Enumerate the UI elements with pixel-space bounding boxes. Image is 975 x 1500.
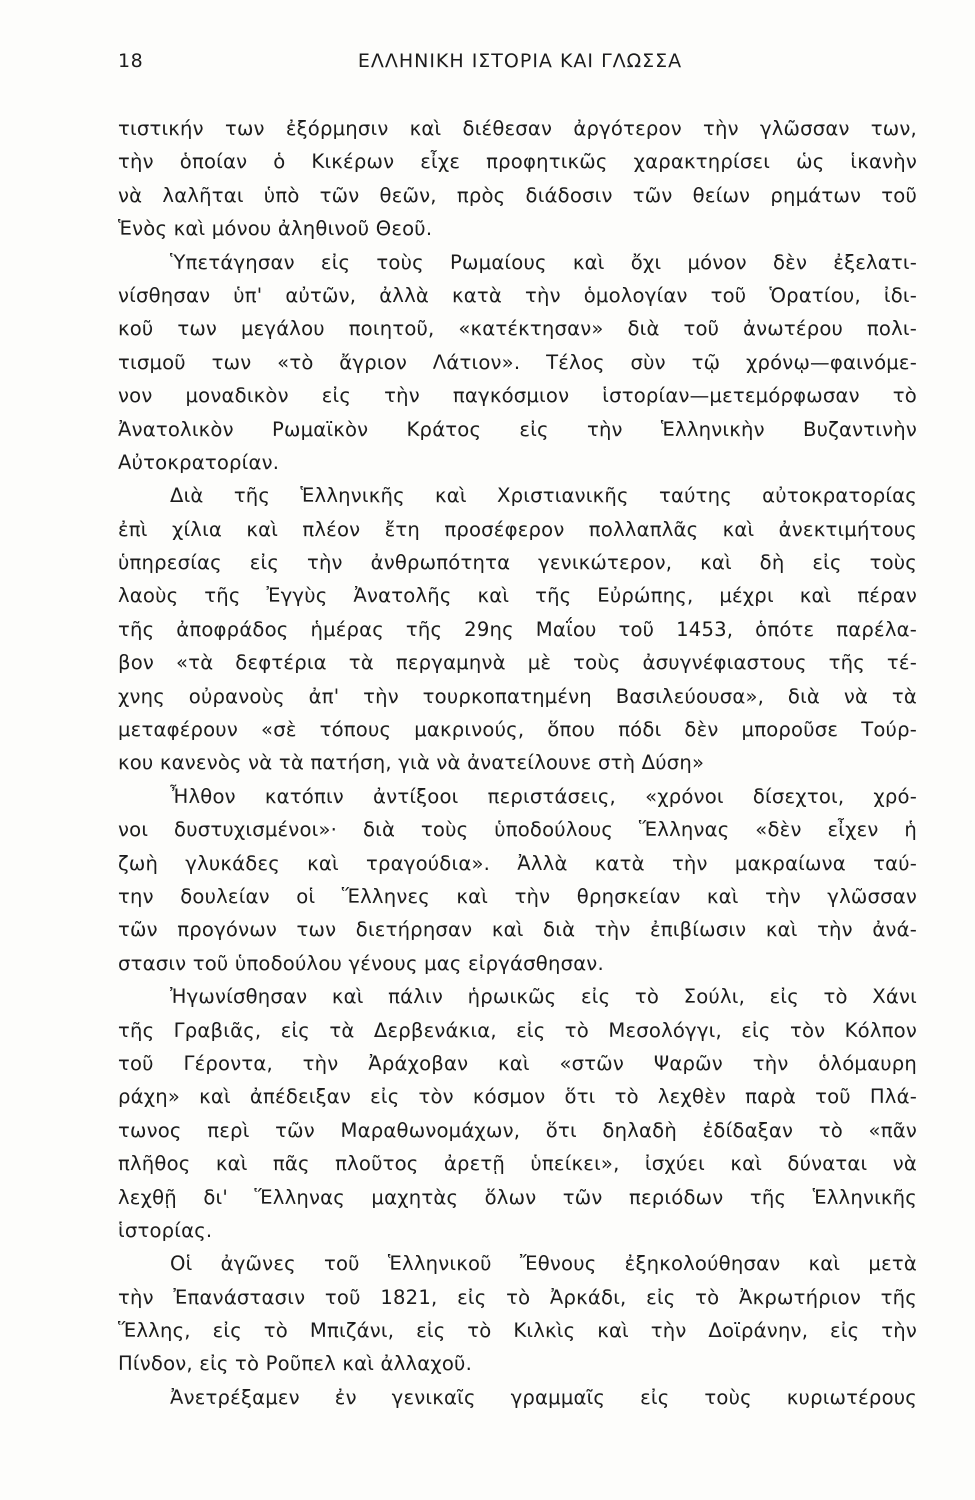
- text-line: νοι δυστυχισμένοι»· διὰ τοὺς ὑποδούλους Ἕλληνας «δὲν εἶχεν ἡ: [118, 818, 917, 842]
- text-line: βον «τὰ δεφτέρια τὰ περγαμηνὰ μὲ τοὺς ἀσυγνέφιαστους τῆς τέ-: [118, 651, 917, 675]
- page-header: [110, 50, 930, 84]
- text-line: ζωὴ γλυκάδες καὶ τραγούδια». Ἀλλὰ κατὰ τὴν μακραίωνα ταύ-: [118, 851, 917, 875]
- text-line: Ἦλθον κατόπιν ἀντίξοοι περιστάσεις, «χρόνοι δίσεχτοι, χρό-: [170, 784, 917, 808]
- text-line: κοῦ των μεγάλου ποιητοῦ, «κατέκτησαν» διὰ τοῦ ἀνωτέρου πολι-: [118, 317, 917, 341]
- text-line: Ἀνατολικὸν Ρωμαϊκὸν Κράτος εἰς τὴν Ἑλληνικὴν Βυζαντινὴν: [118, 417, 917, 441]
- text-line: Πίνδον, εἰς τὸ Ροῦπελ καὶ ἀλλαχοῦ.: [118, 1352, 473, 1376]
- text-line: στασιν τοῦ ὑποδούλου γένους μας εἰργάσθησαν.: [118, 951, 604, 975]
- text-line: τὴν Ἐπανάστασιν τοῦ 1821, εἰς τὸ Ἀρκάδι, εἰς τὸ Ἀκρωτήριον τῆς: [118, 1285, 917, 1309]
- text-line: ἐπὶ χίλια καὶ πλέον ἔτη προσέφερον πολλαπλᾶς καὶ ἀνεκτιμήτους: [118, 517, 917, 541]
- text-line: την δουλείαν οἱ Ἕλληνες καὶ τὴν θρησκείαν καὶ τὴν γλῶσσαν: [118, 884, 917, 908]
- text-line: νίσθησαν ὑπ' αὐτῶν, ἀλλὰ κατὰ τὴν ὁμολογίαν τοῦ Ὁρατίου, ἰδι-: [118, 283, 917, 307]
- text-line: ἱστορίας.: [118, 1218, 213, 1242]
- text-line: Διὰ τῆς Ἑλληνικῆς καὶ Χριστιανικῆς ταύτης αὐτοκρατορίας: [170, 484, 917, 508]
- text-line: χνης οὐρανοὺς ἀπ' τὴν τουρκοπατημένη Βασιλεύουσα», διὰ νὰ τὰ: [118, 684, 917, 708]
- running-title: ΕΛΛΗΝΙΚΗ ΙΣΤΟΡΙΑ ΚΑΙ ΓΛΩΣΣΑ: [357, 50, 683, 72]
- text-line: μεταφέρουν «σὲ τόπους μακρινούς, ὅπου πόδι δὲν μποροῦσε Τούρ-: [118, 718, 917, 742]
- text-line: Ἠγωνίσθησαν καὶ πάλιν ἡρωικῶς εἰς τὸ Σούλι, εἰς τὸ Χάνι: [170, 985, 917, 1009]
- body-text: [118, 112, 917, 1414]
- text-line: Αὐτοκρατορίαν.: [118, 450, 280, 474]
- text-line: τωνος περὶ τῶν Μαραθωνομάχων, ὅτι δηλαδὴ ἐδίδαξαν τὸ «πᾶν: [118, 1118, 917, 1142]
- page-number: 18: [118, 50, 144, 72]
- text-line: λεχθῇ δι' Ἕλληνας μαχητὰς ὅλων τῶν περιόδων τῆς Ἑλληνικῆς: [118, 1185, 917, 1209]
- text-line: τῆς ἀποφράδος ἡμέρας τῆς 29ης Μαΐου τοῦ 1453, ὁπότε παρέλα-: [118, 617, 917, 641]
- text-line: κου κανενὸς νὰ τὰ πατήση, γιὰ νὰ ἀνατείλουνε στὴ Δύση»: [118, 751, 705, 775]
- text-line: Ἕλλης, εἰς τὸ Μπιζάνι, εἰς τὸ Κιλκὶς καὶ τὴν Δοϊράνην, εἰς τὴν: [118, 1319, 917, 1343]
- text-line: τῶν προγόνων των διετήρησαν καὶ διὰ τὴν ἐπιβίωσιν καὶ τὴν ἀνά-: [118, 918, 917, 942]
- text-line: Ὑπετάγησαν εἰς τοὺς Ρωμαίους καὶ ὄχι μόνον δὲν ἐξελατι-: [170, 250, 917, 274]
- text-line: λαοὺς τῆς Ἐγγὺς Ἀνατολῆς καὶ τῆς Εὐρώπης, μέχρι καὶ πέραν: [118, 584, 917, 608]
- text-line: τὴν ὁποίαν ὁ Κικέρων εἶχε προφητικῶς χαρακτηρίσει ὡς ἱκανὴν: [118, 150, 917, 174]
- text-line: ὑπηρεσίας εἰς τὴν ἀνθρωπότητα γενικώτερον, καὶ δὴ εἰς τοὺς: [118, 551, 917, 575]
- text-line: Ἑνὸς καὶ μόνου ἀληθινοῦ Θεοῦ.: [118, 217, 433, 241]
- text-line: τῆς Γραβιᾶς, εἰς τὰ Δερβενάκια, εἰς τὸ Μεσολόγγι, εἰς τὸν Κόλπον: [118, 1018, 917, 1042]
- text-line: Ἀνετρέξαμεν ἐν γενικαῖς γραμμαῖς εἰς τοὺς κυριωτέρους: [170, 1385, 917, 1409]
- text-line: πλῆθος καὶ πᾶς πλοῦτος ἀρετῇ ὑπείκει», ἰσχύει καὶ δύναται νὰ: [118, 1152, 917, 1176]
- text-line: τισμοῦ των «τὸ ἄγριον Λάτιον». Τέλος σὺν τῷ χρόνῳ—φαινόμε-: [118, 350, 917, 374]
- text-line: νὰ λαλῆται ὑπὸ τῶν θεῶν, πρὸς διάδοσιν τῶν θείων ρημάτων τοῦ: [118, 183, 917, 207]
- text-line: ράχη» καὶ ἀπέδειξαν εἰς τὸν κόσμον ὅτι τὸ λεχθὲν παρὰ τοῦ Πλά-: [118, 1085, 917, 1109]
- text-line: τοῦ Γέροντα, τὴν Ἀράχοβαν καὶ «στῶν Ψαρῶν τὴν ὁλόμαυρη: [118, 1051, 917, 1075]
- text-line: Οἱ ἀγῶνες τοῦ Ἑλληνικοῦ Ἔθνους ἐξηκολούθησαν καὶ μετὰ: [170, 1252, 917, 1276]
- text-line: τιστικήν των ἐξόρμησιν καὶ διέθεσαν ἀργότερον τὴν γλῶσσαν των,: [118, 117, 917, 140]
- text-line: νον μοναδικὸν εἰς τὴν παγκόσμιον ἱστορίαν—μετεμόρφωσαν τὸ: [118, 384, 917, 408]
